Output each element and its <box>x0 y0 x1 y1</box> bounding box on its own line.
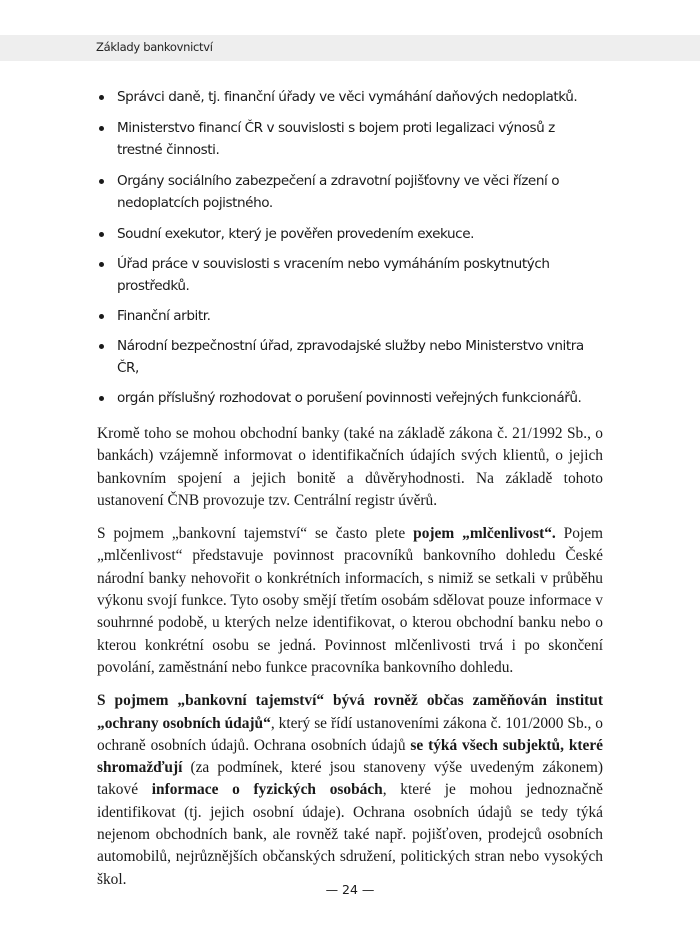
list-item <box>97 117 603 161</box>
running-header <box>0 35 700 61</box>
bullet-icon <box>99 344 104 349</box>
bullet-icon <box>99 314 104 319</box>
bullet-icon <box>99 232 104 237</box>
text-run: S pojmem „bankovní tajemství“ se často plete <box>97 525 414 543</box>
list-item-text: Soudní exekutor, který je pověřen provedením exekuce. <box>117 226 474 242</box>
paragraph-personal-data-protection <box>97 690 603 891</box>
list-item <box>97 387 603 409</box>
page-content <box>97 86 603 891</box>
list-item-text: Správci daně, tj. finanční úřady ve věci vymáhání daňových nedoplatků. <box>117 89 578 105</box>
list-item-text: orgán příslušný rozhodovat o porušení povinnosti veřejných funkcionářů. <box>117 390 582 406</box>
list-item <box>97 305 603 327</box>
list-item <box>97 170 603 214</box>
list-item-text: Orgány sociálního zabezpečení a zdravotní pojišťovny ve věci řízení o nedoplatcích pojistného. <box>117 173 560 211</box>
bullet-icon <box>99 262 104 267</box>
list-item-text: Ministerstvo financí ČR v souvislosti s bojem proti legalizaci výnosů z trestné činnosti. <box>117 120 555 158</box>
list-item-text: Národní bezpečnostní úřad, zpravodajské služby nebo Ministerstvo vnitra ČR, <box>117 338 584 376</box>
bullet-icon <box>99 126 104 131</box>
emphasis-term: S pojmem „bankovní tajemství“ bývá rovněž občas zaměňován institut „ochrany osobních údajů“ <box>97 692 603 732</box>
bullet-icon <box>99 396 104 401</box>
emphasis-term: informace o fyzických osobách <box>151 781 383 799</box>
book-title: Základy bankovnictví <box>96 40 213 54</box>
bullet-icon <box>99 95 104 100</box>
page-number: — 24 — <box>325 882 375 897</box>
text-run: , které je mohou jednoznačně identifikovat (tj. jejich osobní údaje). Ochrana osobních údajů se tedy týká nejenom obchodních bank, ale rovněž také např. pojišťoven, prodejců osobních automobilů, nejrůznějších občanských sdružení, politických stran nebo vysokých škol. <box>97 781 603 888</box>
bullet-icon <box>99 179 104 184</box>
paragraph-bank-information-exchange: Kromě toho se mohou obchodní banky (také na základě zákona č. 21/1992 Sb., o bankách) vzájemně informovat o identifikačních údajích svých klientů, o jejich bankovním spojení a jejich bonitě a důvěryhodnosti. Na základě tohoto ustanovení ČNB provozuje tzv. Centrální registr úvěrů. <box>97 425 603 509</box>
text-run: (za podmínek, které jsou stanoveny výše uvedeným zákonem) takové <box>97 759 603 799</box>
list-item-text: Úřad práce v souvislosti s vracením nebo vymáháním poskytnutých prostředků. <box>117 256 550 294</box>
list-item <box>97 335 603 379</box>
paragraph-confidentiality <box>97 523 603 679</box>
text-run: , který se řídí ustanoveními zákona č. 101/2000 Sb., o ochraně osobních údajů. Ochrana osobních údajů <box>97 714 603 754</box>
institutions-list <box>97 86 603 409</box>
emphasis-term: pojem „mlčenlivost“. <box>413 525 556 543</box>
list-item <box>97 223 603 245</box>
list-item <box>97 253 603 297</box>
text-run: Pojem „mlčenlivost“ představuje povinnost pracovníků bankovního dohledu České národní banky nehovořit o konkrétních informacích, s nimiž se setkali v průběhu výkonu svojí funkce. Tyto osoby smějí třetím osobám sdělovat pouze informace v souhrnné podobě, u kterých nelze identifikovat, o kterou obchodní banku nebo o kterou konkrétní osobu se jedná. Povinnost mlčenlivosti trvá i po skončení povolání, zaměstnání nebo funkce pracovníka bankovního dohledu. <box>97 525 604 676</box>
list-item-text: Finanční arbitr. <box>117 308 211 324</box>
list-item <box>97 86 603 108</box>
emphasis-term: se týká všech subjektů, které shromažďují <box>97 736 604 777</box>
